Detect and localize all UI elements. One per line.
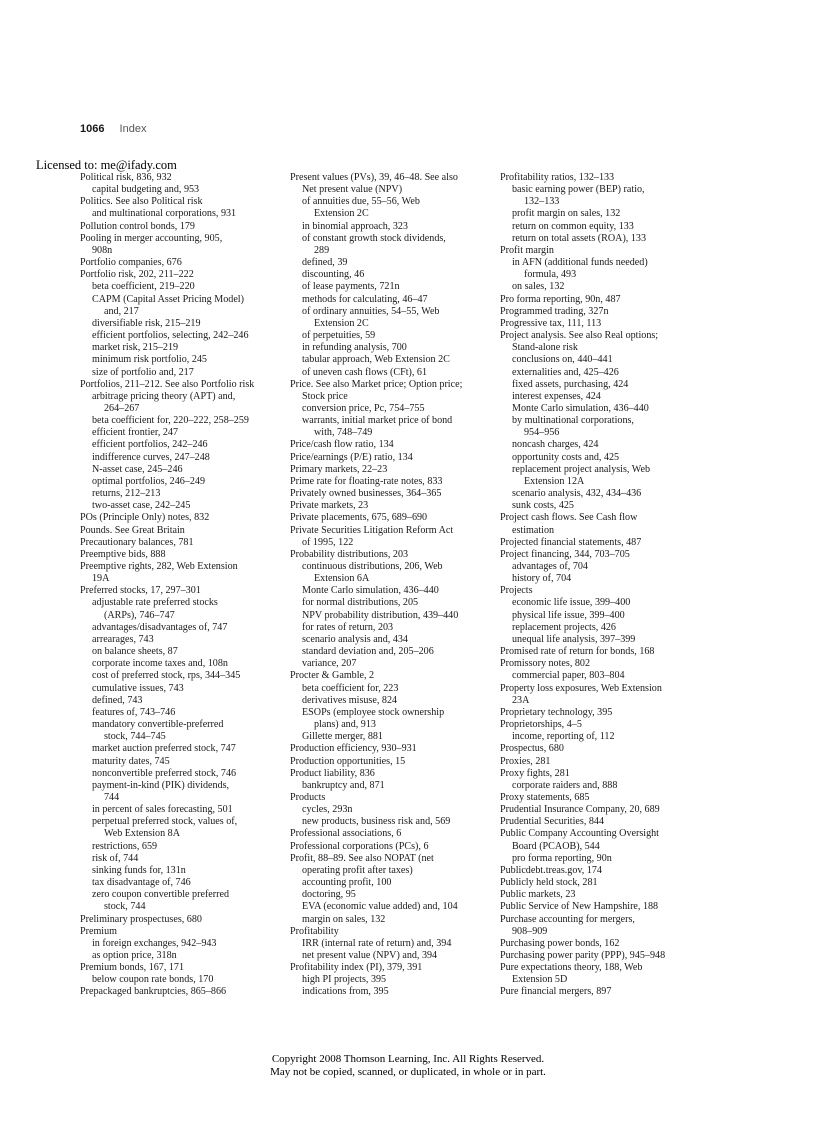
index-subentry: basic earning power (BEP) ratio, [512, 184, 645, 196]
index-subentry: Extension 6A [314, 573, 370, 585]
index-subentry: margin on sales, 132 [302, 913, 386, 925]
index-entry: Professional corporations (PCs), 6 [290, 840, 429, 852]
index-subentry: tabular approach, Web Extension 2C [302, 354, 450, 366]
index-subentry: Board (PCAOB), 544 [512, 840, 600, 852]
index-subentry: 908n [92, 244, 113, 256]
index-entry: Portfolio companies, 676 [80, 257, 182, 269]
index-subentry: capital budgeting and, 953 [92, 184, 200, 196]
index-entry: Politics. See also Political risk [80, 196, 203, 208]
index-subentry: of uneven cash flows (CFt), 61 [302, 366, 428, 378]
index-entry: Proprietary technology, 395 [500, 706, 613, 718]
index-entry: Project analysis. See also Real options; [500, 330, 659, 342]
index-subentry: corporate income taxes and, 108n [92, 658, 228, 670]
index-entry: Public markets, 23 [500, 889, 576, 901]
index-entry: Pollution control bonds, 179 [80, 220, 195, 232]
index-entry: Proxy fights, 281 [500, 767, 570, 779]
index-subentry: Stock price [302, 390, 348, 402]
index-subentry: restrictions, 659 [92, 840, 158, 852]
index-subentry: by multinational corporations, [512, 415, 634, 427]
index-subentry: sunk costs, 425 [512, 500, 574, 512]
index-subentry: diversifiable risk, 215–219 [92, 317, 201, 329]
index-subentry: IRR (internal rate of return) and, 394 [302, 937, 452, 949]
index-subentry: zero coupon convertible preferred [92, 889, 230, 901]
index-subentry: 908–909 [512, 925, 548, 937]
index-subentry: advantages of, 704 [512, 561, 588, 572]
index-subentry: (ARPs), 746–747 [104, 609, 175, 621]
index-entry: Prospectus, 680 [500, 743, 564, 755]
index-subentry: pro forma reporting, 90n [512, 852, 612, 864]
copyright-notice [0, 1053, 816, 1078]
index-subentry: accounting profit, 100 [302, 877, 392, 889]
index-entry: Present values (PVs), 39, 46–48. See also [290, 172, 458, 183]
index-entry: Proxies, 281 [500, 755, 551, 767]
index-entry: Profit, 88–89. See also NOPAT (net [290, 852, 434, 864]
index-entry: Price/cash flow ratio, 134 [290, 439, 394, 451]
index-entry: Price. See also Market price; Option price; [290, 378, 463, 390]
index-subentry: income, reporting of, 112 [512, 731, 615, 743]
index-subentry: methods for calculating, 46–47 [302, 293, 428, 305]
index-subentry: maturity dates, 745 [92, 755, 170, 767]
page-number: 1066 [80, 123, 105, 135]
index-subentry: of constant growth stock dividends, [302, 232, 446, 244]
index-subentry: payment-in-kind (PIK) dividends, [92, 779, 230, 791]
index-entry: Public Company Accounting Oversight [500, 828, 659, 840]
index-subentry: Extension 12A [524, 475, 585, 487]
index-subentry: arbitrage pricing theory (APT) and, [92, 390, 236, 402]
index-subentry: 744 [104, 791, 120, 803]
index-subentry: profit margin on sales, 132 [512, 208, 621, 220]
index-subentry: 289 [314, 244, 330, 256]
index-subentry: externalities and, 425–426 [512, 366, 619, 378]
index-entry: Promissory notes, 802 [500, 658, 591, 670]
index-subentry: physical life issue, 399–400 [512, 609, 625, 621]
index-subentry: mandatory convertible-preferred [92, 719, 224, 731]
section-label: Index [119, 123, 147, 135]
index-entry: Price/earnings (P/E) ratio, 134 [290, 451, 413, 463]
index-subentry: history of, 704 [512, 573, 572, 585]
index-subentry: estimation [512, 524, 555, 536]
index-subentry: tax disadvantage of, 746 [92, 877, 191, 889]
index-entry: Project cash flows. See Cash flow [500, 512, 638, 524]
index-subentry: economic life issue, 399–400 [512, 597, 631, 609]
index-entry: Production efficiency, 930–931 [290, 743, 417, 755]
index-entry: Preliminary prospectuses, 680 [80, 913, 202, 925]
index-subentry: optimal portfolios, 246–249 [92, 475, 205, 487]
index-subentry: on sales, 132 [512, 281, 565, 293]
index-entry: Profitability index (PI), 379, 391 [290, 962, 423, 974]
index-subentry: efficient portfolios, 242–246 [92, 439, 208, 451]
index-subentry: unequal life analysis, 397–399 [512, 633, 636, 645]
index-subentry: Monte Carlo simulation, 436–440 [512, 402, 649, 414]
index-entry: Procter & Gamble, 2 [290, 670, 375, 682]
index-subentry: indifference curves, 247–248 [92, 451, 210, 463]
index-subentry: perpetual preferred stock, values of, [92, 816, 238, 828]
index-subentry: in percent of sales forecasting, 501 [92, 804, 233, 816]
index-entry: Products [290, 791, 326, 803]
index-subentry: in binomial approach, 323 [302, 220, 408, 232]
index-entry: Profitability [290, 925, 339, 937]
index-subentry: replacement project analysis, Web [512, 463, 651, 475]
index-subentry: conclusions on, 440–441 [512, 354, 613, 366]
index-subentry: in foreign exchanges, 942–943 [92, 937, 217, 949]
index-entry: Premium bonds, 167, 171 [80, 962, 185, 974]
index-subentry: doctoring, 95 [302, 889, 356, 901]
index-subentry: N-asset case, 245–246 [92, 463, 183, 475]
index-subentry: return on total assets (ROA), 133 [512, 232, 646, 244]
index-subentry: size of portfolio and, 217 [92, 366, 194, 378]
index-entry: Political risk, 836, 932 [80, 172, 172, 183]
index-entry: Primary markets, 22–23 [290, 463, 388, 475]
index-subentry: Extension 2C [314, 208, 369, 220]
index-subentry: operating profit after taxes) [302, 864, 413, 876]
index-entry: Pure expectations theory, 188, Web [500, 962, 643, 974]
index-entry: Promised rate of return for bonds, 168 [500, 646, 655, 658]
index-entry: Private markets, 23 [290, 500, 369, 512]
index-column-3 [500, 172, 716, 999]
index-subentry: as option price, 318n [92, 950, 177, 961]
index-subentry: Stand-alone risk [512, 342, 578, 354]
index-entry: Precautionary balances, 781 [80, 536, 194, 548]
index-entry: Publicly held stock, 281 [500, 877, 598, 889]
copyright-line: Copyright 2008 Thomson Learning, Inc. All Rights Reserved. [271, 1053, 545, 1065]
index-subentry: with, 748–749 [314, 427, 373, 439]
index-entry: Private Securities Litigation Reform Act [290, 524, 454, 536]
index-subentry: and multinational corporations, 931 [92, 208, 237, 220]
index-subentry: cumulative issues, 743 [92, 682, 184, 694]
index-subentry: features of, 743–746 [92, 706, 176, 718]
index-subentry: scenario analysis and, 434 [302, 633, 408, 645]
index-subentry: for rates of return, 203 [302, 621, 394, 633]
index-subentry: CAPM (Capital Asset Pricing Model) [92, 293, 244, 305]
index-subentry: standard deviation and, 205–206 [302, 646, 434, 658]
index-subentry: Monte Carlo simulation, 436–440 [302, 585, 439, 597]
index-subentry: conversion price, Pc, 754–755 [302, 402, 425, 414]
index-subentry: indications from, 395 [302, 986, 389, 998]
index-subentry: return on common equity, 133 [512, 220, 634, 232]
index-entry: Product liability, 836 [290, 767, 375, 779]
index-subentry: stock, 744–745 [104, 731, 166, 743]
index-subentry: in AFN (additional funds needed) [512, 257, 648, 269]
index-subentry: scenario analysis, 432, 434–436 [512, 488, 642, 500]
index-entry: Publicdebt.treas.gov, 174 [500, 864, 602, 876]
index-subentry: market risk, 215–219 [92, 342, 179, 354]
index-subentry: EVA (economic value added) and, 104 [302, 901, 458, 913]
index-subentry: ESOPs (employee stock ownership [302, 706, 445, 718]
index-entry: Public Service of New Hampshire, 188 [500, 901, 659, 913]
index-subentry: sinking funds for, 131n [92, 864, 186, 876]
index-subentry: discounting, 46 [302, 269, 365, 281]
index-entry: Portfolio risk, 202, 211–222 [80, 269, 194, 281]
index-subentry: noncash charges, 424 [512, 439, 599, 451]
index-entry: Prepackaged bankruptcies, 865–866 [80, 986, 227, 998]
index-entry: Pounds. See Great Britain [80, 524, 185, 536]
index-subentry: beta coefficient for, 220–222, 258–259 [92, 415, 249, 427]
index-entry: Professional associations, 6 [290, 828, 402, 840]
index-entry: Preemptive bids, 888 [80, 548, 166, 560]
index-subentry: in refunding analysis, 700 [302, 342, 407, 354]
index-subentry: minimum risk portfolio, 245 [92, 354, 207, 366]
index-subentry: efficient portfolios, selecting, 242–246 [92, 330, 249, 342]
index-entry: Profit margin [500, 244, 554, 256]
index-entry: Preferred stocks, 17, 297–301 [80, 585, 201, 597]
index-subentry: Net present value (NPV) [302, 184, 403, 196]
index-entry: Purchasing power parity (PPP), 945–948 [500, 950, 666, 961]
index-subentry: efficient frontier, 247 [92, 427, 179, 439]
index-subentry: bankruptcy and, 871 [302, 779, 385, 791]
index-subentry: risk of, 744 [92, 852, 139, 864]
index-subentry: interest expenses, 424 [512, 390, 601, 402]
index-subentry: cycles, 293n [302, 804, 353, 816]
index-entry: Premium [80, 925, 118, 937]
index-entry: Profitability ratios, 132–133 [500, 172, 615, 183]
index-subentry: variance, 207 [302, 658, 357, 670]
index-subentry: Extension 2C [314, 317, 369, 329]
index-subentry: 132–133 [524, 196, 560, 208]
index-subentry: beta coefficient for, 223 [302, 682, 399, 694]
index-column-2 [290, 172, 506, 999]
index-subentry: 23A [512, 694, 530, 706]
index-entry: Project financing, 344, 703–705 [500, 548, 630, 560]
index-subentry: warrants, initial market price of bond [302, 415, 453, 427]
index-subentry: below coupon rate bonds, 170 [92, 974, 214, 986]
index-entry: Projected financial statements, 487 [500, 536, 642, 548]
index-entry: Proprietorships, 4–5 [500, 719, 582, 731]
index-entry: Private placements, 675, 689–690 [290, 512, 428, 524]
index-subentry: defined, 39 [302, 257, 348, 269]
index-subentry: 954–956 [524, 427, 560, 439]
index-subentry: defined, 743 [92, 694, 143, 706]
license-notice: Licensed to: me@ifady.com [36, 158, 177, 172]
index-subentry: opportunity costs and, 425 [512, 451, 620, 463]
index-entry: Prime rate for floating-rate notes, 833 [290, 475, 443, 487]
index-subentry: commercial paper, 803–804 [512, 670, 625, 682]
index-entry: Pro forma reporting, 90n, 487 [500, 293, 621, 305]
index-subentry: for normal distributions, 205 [302, 597, 419, 609]
index-subentry: derivatives misuse, 824 [302, 694, 398, 706]
index-entry: Prudential Securities, 844 [500, 816, 605, 828]
index-entry: Programmed trading, 327n [500, 305, 609, 317]
index-subentry: formula, 493 [524, 269, 577, 281]
index-subentry: high PI projects, 395 [302, 974, 387, 986]
index-subentry: market auction preferred stock, 747 [92, 743, 236, 755]
copyright-line: May not be copied, scanned, or duplicated, in whole or in part. [270, 1065, 546, 1078]
index-column-1 [80, 172, 296, 999]
index-entry: Prudential Insurance Company, 20, 689 [500, 804, 660, 816]
index-entry: Purchasing power bonds, 162 [500, 937, 620, 949]
index-subentry: adjustable rate preferred stocks [92, 597, 218, 609]
index-subentry: Extension 5D [512, 974, 568, 986]
index-entry: Portfolios, 211–212. See also Portfolio risk [80, 378, 255, 390]
index-subentry: beta coefficient, 219–220 [92, 281, 195, 293]
index-entry: Proxy statements, 685 [500, 791, 590, 803]
index-subentry: corporate raiders and, 888 [512, 779, 618, 791]
index-entry: Purchase accounting for mergers, [500, 913, 635, 925]
index-subentry: of perpetuities, 59 [302, 330, 376, 342]
index-subentry: 264–267 [104, 402, 140, 414]
index-entry: Property loss exposures, Web Extension [500, 682, 662, 694]
index-entry: Pure financial mergers, 897 [500, 986, 612, 998]
index-subentry: NPV probability distribution, 439–440 [302, 609, 459, 621]
index-subentry: returns, 212–213 [92, 488, 161, 500]
index-entry: Probability distributions, 203 [290, 548, 409, 560]
index-subentry: new products, business risk and, 569 [302, 816, 451, 828]
index-subentry: and, 217 [104, 305, 139, 317]
index-subentry: replacement projects, 426 [512, 621, 616, 633]
index-entry: Progressive tax, 111, 113 [500, 317, 602, 329]
index-subentry: continuous distributions, 206, Web [302, 561, 443, 572]
index-entry: Privately owned businesses, 364–365 [290, 488, 442, 500]
index-subentry: advantages/disadvantages of, 747 [92, 621, 228, 633]
index-entry: Production opportunities, 15 [290, 755, 406, 767]
index-subentry: of 1995, 122 [302, 536, 354, 548]
index-subentry: plans) and, 913 [314, 719, 376, 731]
index-subentry: Gillette merger, 881 [302, 731, 383, 743]
index-subentry: cost of preferred stock, rps, 344–345 [92, 670, 241, 682]
index-entry: Preemptive rights, 282, Web Extension [80, 561, 238, 572]
index-subentry: net present value (NPV) and, 394 [302, 950, 438, 961]
index-subentry: on balance sheets, 87 [92, 646, 178, 658]
index-entry: Projects [500, 585, 533, 597]
index-subentry: 19A [92, 573, 110, 585]
index-subentry: two-asset case, 242–245 [92, 500, 191, 512]
index-subentry: nonconvertible preferred stock, 746 [92, 767, 237, 779]
index-subentry: of ordinary annuities, 54–55, Web [302, 305, 440, 317]
index-subentry: fixed assets, purchasing, 424 [512, 378, 629, 390]
index-subentry: Web Extension 8A [104, 828, 180, 840]
index-entry: Pooling in merger accounting, 905, [80, 232, 223, 244]
index-entry: POs (Principle Only) notes, 832 [80, 512, 210, 524]
index-subentry: of annuities due, 55–56, Web [302, 196, 420, 208]
page-header [80, 123, 146, 135]
index-subentry: stock, 744 [104, 901, 146, 913]
index-subentry: of lease payments, 721n [302, 281, 400, 293]
index-subentry: arrearages, 743 [92, 633, 154, 645]
